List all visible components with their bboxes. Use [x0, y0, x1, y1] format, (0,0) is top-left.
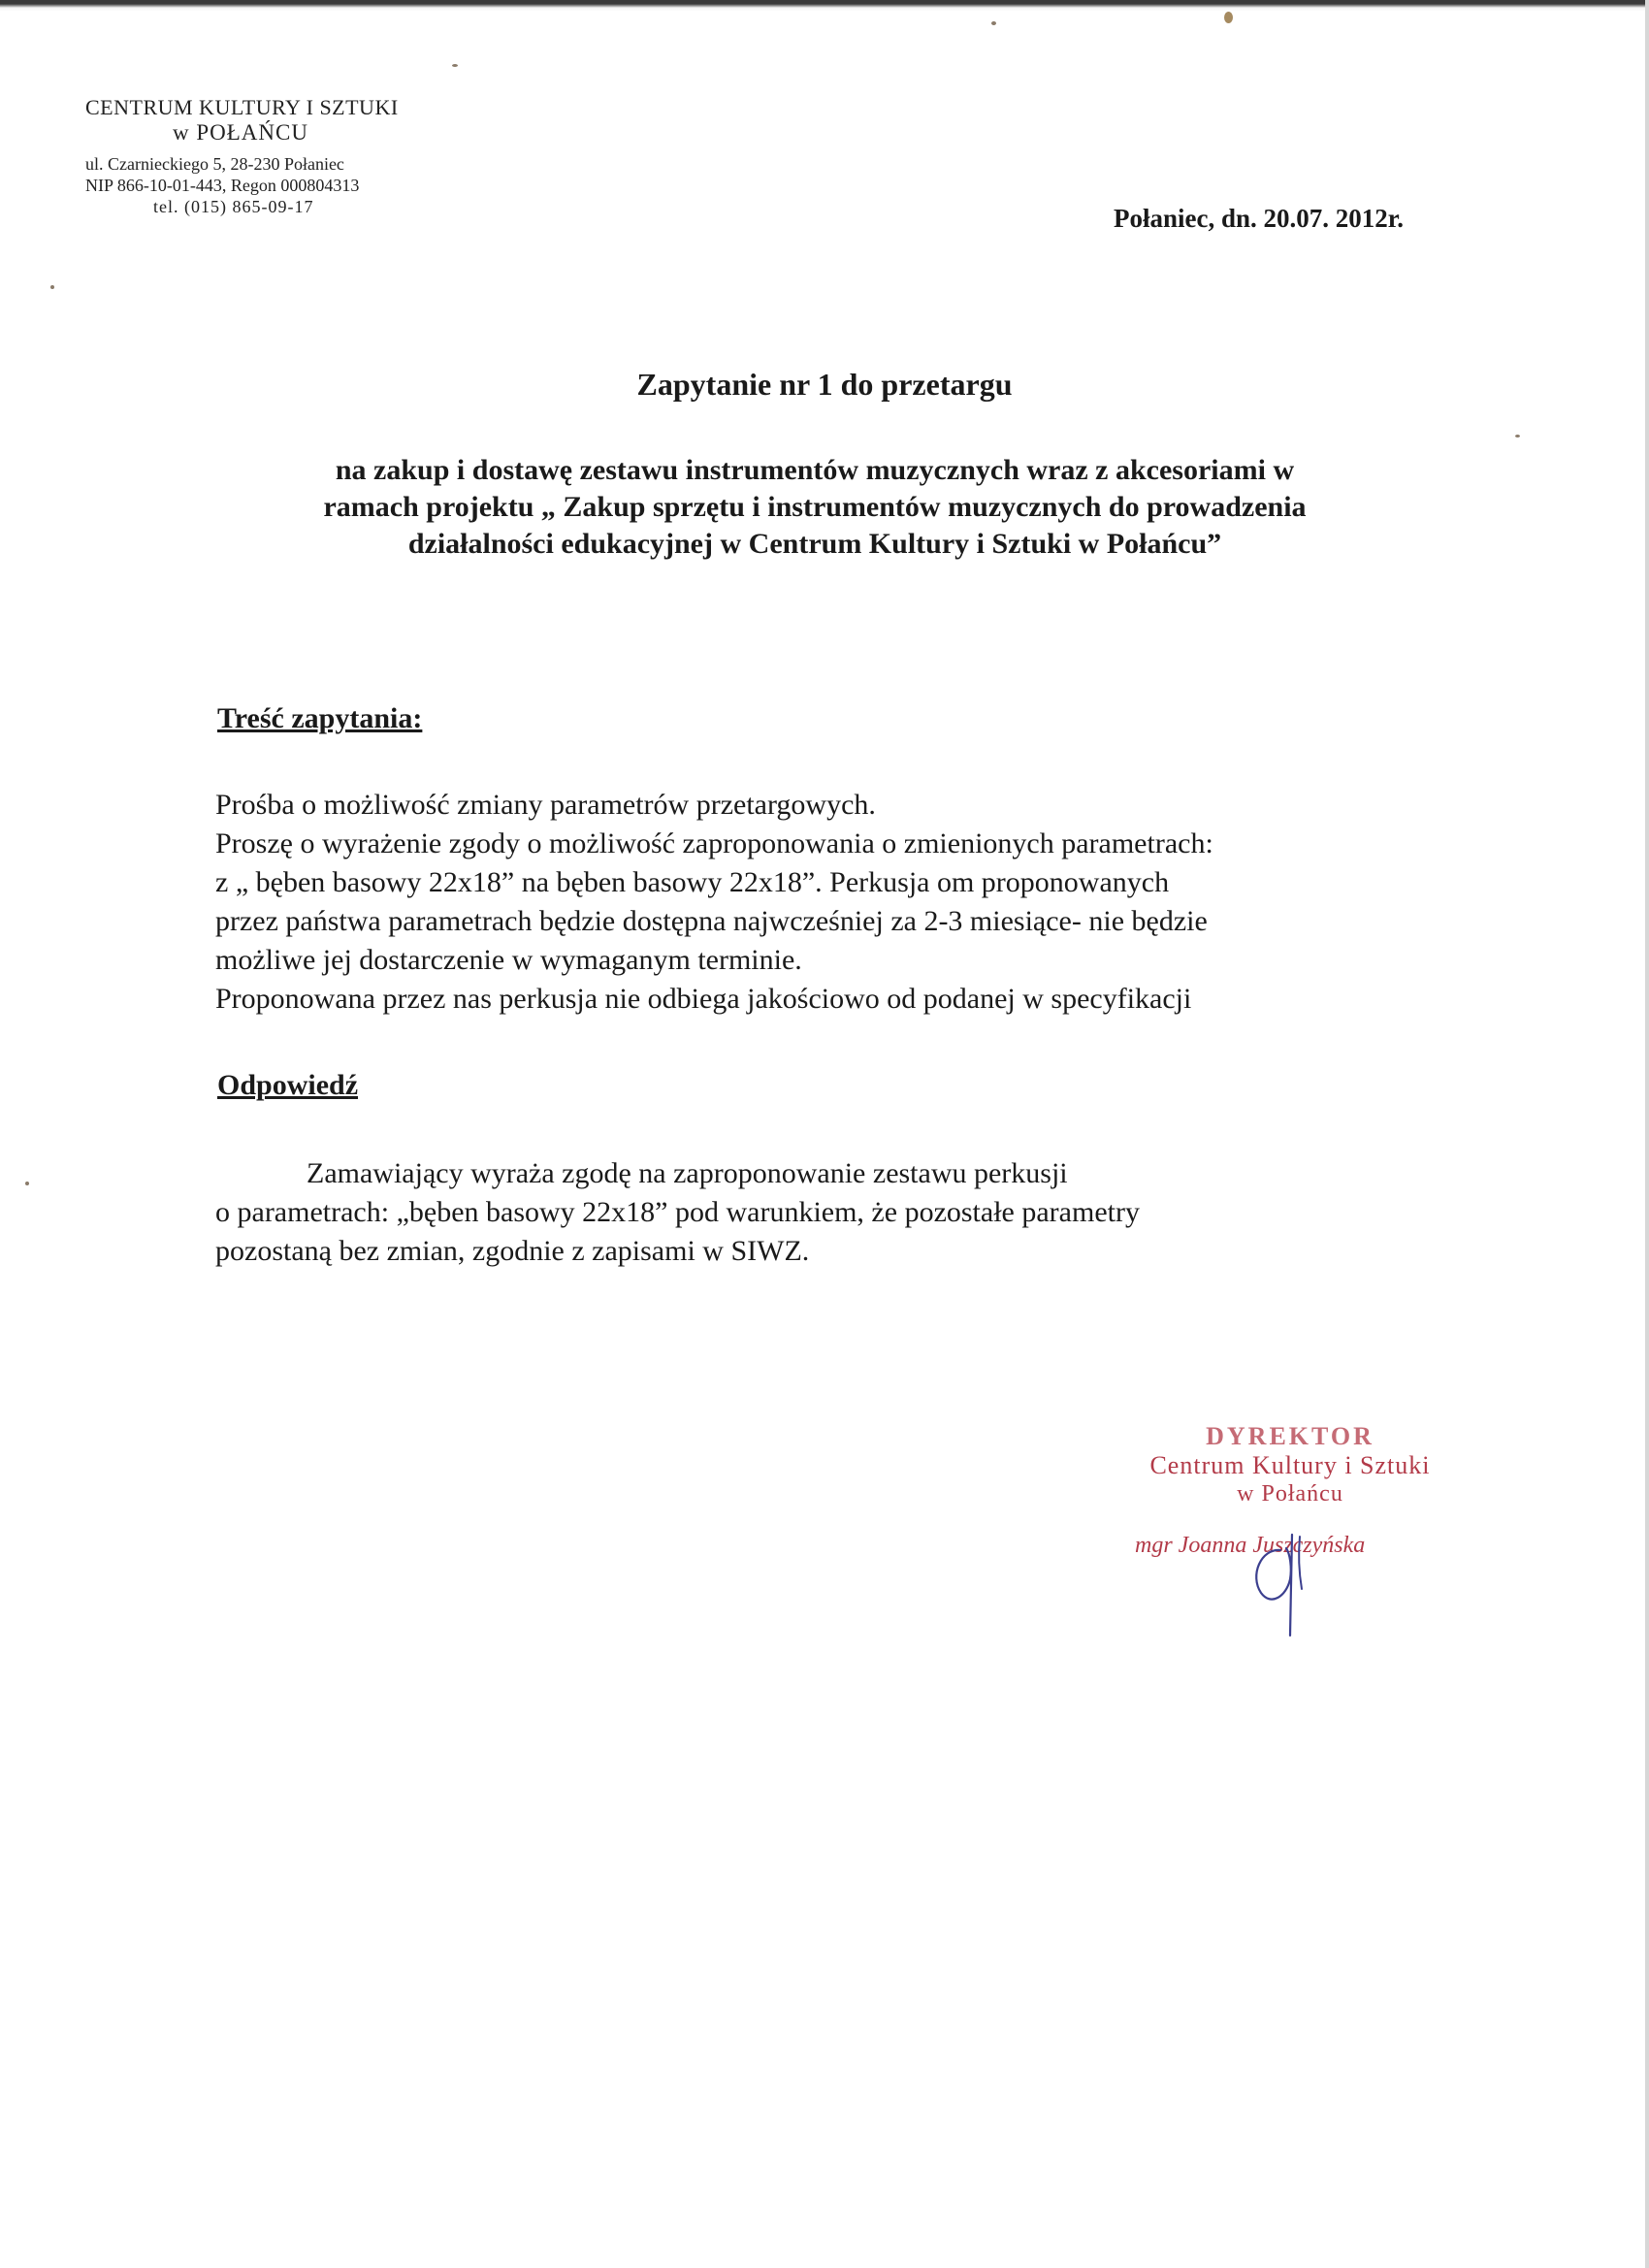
handwritten-signature [1222, 1529, 1358, 1645]
institution-header-stamp [85, 95, 454, 217]
answer-line: Zamawiający wyraża zgodę na zaproponowanie zestawu perkusji [307, 1157, 1068, 1189]
question-line: Proszę o wyrażenie zgody o możliwość zaproponowania o zmienionych parametrach: [215, 827, 1213, 859]
scan-speck [1224, 12, 1233, 23]
scan-edge-right [1645, 0, 1649, 2268]
document-date: Połaniec, dn. 20.07. 2012r. [1114, 204, 1405, 233]
scan-speck [991, 21, 996, 25]
question-line: Prośba o możliwość zmiany parametrów przetargowych. [215, 789, 876, 821]
scan-speck [50, 285, 54, 289]
question-heading: Treść zapytania: [217, 702, 423, 734]
header-line: CENTRUM KULTURY I SZTUKI [85, 95, 399, 119]
subject-line: na zakup i dostawę zestawu instrumentów muzycznych wraz z akcesoriami w [335, 454, 1295, 486]
scan-speck [452, 64, 458, 67]
stamp-location: w Połańcu [1237, 1481, 1343, 1507]
question-line: Proponowana przez nas perkusja nie odbiega jakościowo od podanej w specyfikacji [215, 983, 1192, 1015]
stamp-title: DYREKTOR [1206, 1422, 1374, 1450]
stamp-name: mgr Joanna Juszczyńska [1135, 1533, 1366, 1558]
question-line: możliwe jej dostarczenie w wymaganym terminie. [215, 944, 802, 976]
question-line: z „ bęben basowy 22x18” na bęben basowy 22x18”. Perkusja om proponowanych [215, 866, 1170, 898]
stamp-institution: Centrum Kultury i Sztuki [1149, 1451, 1431, 1479]
header-phone: tel. (015) 865-09-17 [153, 197, 314, 216]
answer-line: o parametrach: „bęben basowy 22x18” pod warunkiem, że pozostałe parametry [215, 1196, 1140, 1228]
header-line: w POŁAŃCU [173, 120, 308, 145]
scan-speck [25, 1182, 29, 1185]
answer-heading: Odpowiedź [217, 1069, 359, 1101]
answer-line: pozostaną bez zmian, zgodnie z zapisami w SIWZ. [215, 1235, 810, 1267]
question-line: przez państwa parametrach będzie dostępna najwcześniej za 2-3 miesiące- nie będzie [215, 905, 1208, 937]
header-address: ul. Czarnieckiego 5, 28-230 Połaniec [85, 154, 344, 174]
question-body [215, 786, 1476, 1019]
document-title: Zapytanie nr 1 do przetargu [636, 367, 1013, 402]
answer-body [215, 1154, 1476, 1271]
subject-line: ramach projektu „ Zakup sprzętu i instrumentów muzycznych do prowadzenia [323, 491, 1307, 523]
header-ids: NIP 866-10-01-443, Regon 000804313 [85, 176, 360, 195]
subject-line: działalności edukacyjnej w Centrum Kultury i Sztuki w Połańcu” [407, 528, 1222, 560]
scan-speck [1515, 435, 1520, 437]
document-subject [175, 452, 1455, 563]
scan-edge [0, 0, 1649, 12]
